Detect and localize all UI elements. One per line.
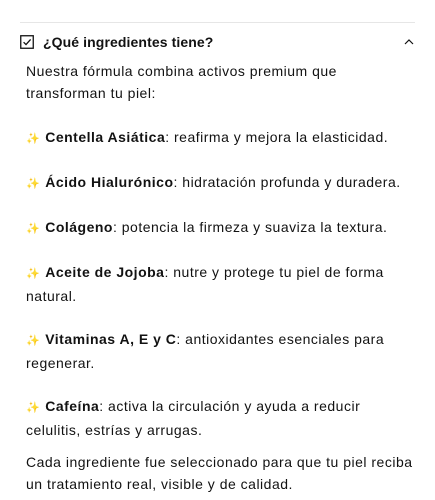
closing-text: Cada ingrediente fue seleccionado para que tu piel reciba un tratamiento real, visible y de calidad. bbox=[26, 454, 413, 492]
checkbox-icon bbox=[20, 35, 34, 49]
ingredient-name: Centella Asiática bbox=[45, 129, 166, 145]
accordion-header-ingredients[interactable] bbox=[20, 30, 415, 54]
ingredient-item bbox=[26, 261, 417, 307]
top-divider bbox=[20, 22, 415, 23]
ingredient-desc: : reafirma y mejora la elasticidad. bbox=[165, 129, 389, 145]
ingredient-item bbox=[26, 171, 417, 195]
accordion-title: ¿Qué ingredientes tiene? bbox=[43, 34, 214, 50]
ingredient-name: Vitaminas A, E y C bbox=[45, 331, 177, 347]
ingredient-desc: : antioxidantes esenciales para regenerar. bbox=[26, 331, 385, 371]
ingredient-desc: : nutre y protege tu piel de forma natural. bbox=[26, 264, 384, 304]
ingredient-desc: : potencia la firmeza y suaviza la textura. bbox=[112, 219, 388, 235]
sparkle-icon: ✨ bbox=[26, 223, 41, 235]
sparkle-icon: ✨ bbox=[26, 268, 41, 280]
ingredient-item bbox=[26, 395, 417, 441]
sparkle-icon: ✨ bbox=[26, 178, 41, 190]
chevron-up-icon[interactable] bbox=[403, 36, 415, 48]
intro-text: Nuestra fórmula combina activos premium que transforman tu piel: bbox=[26, 63, 337, 101]
sparkle-icon: ✨ bbox=[26, 133, 41, 145]
ingredient-desc: : activa la circulación y ayuda a reducir celulitis, estrías y arrugas. bbox=[26, 398, 361, 438]
sparkle-icon: ✨ bbox=[26, 335, 41, 347]
ingredient-item bbox=[26, 126, 417, 150]
ingredient-name: Colágeno bbox=[45, 219, 113, 235]
ingredient-desc: : hidratación profunda y duradera. bbox=[173, 174, 401, 190]
ingredient-item bbox=[26, 216, 417, 240]
sparkle-icon: ✨ bbox=[26, 402, 41, 414]
ingredient-name: Ácido Hialurónico bbox=[45, 174, 174, 190]
ingredient-name: Aceite de Jojoba bbox=[45, 264, 165, 280]
ingredient-name: Cafeína bbox=[45, 398, 100, 414]
accordion-content bbox=[26, 60, 417, 495]
ingredient-item bbox=[26, 328, 417, 374]
